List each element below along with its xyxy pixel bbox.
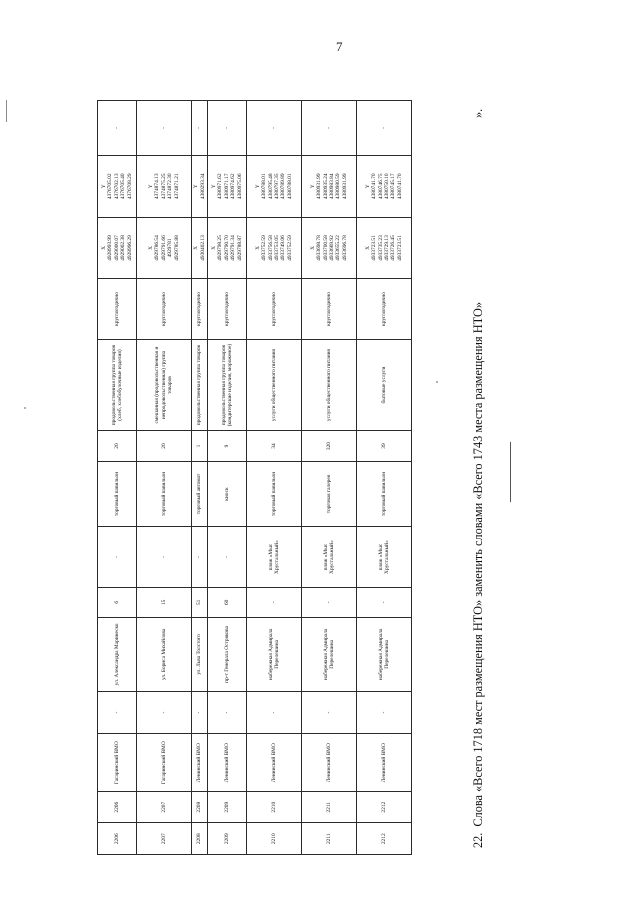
table-row xyxy=(247,101,302,855)
cell-type: киоск xyxy=(208,461,247,527)
cell-street: ул. Александра Маринеско xyxy=(98,617,137,691)
cell-shape: круглогодично xyxy=(137,279,192,339)
cell-location: - xyxy=(192,691,208,733)
table-row xyxy=(357,101,412,855)
cell-id: 2212 xyxy=(357,823,412,855)
cell-coords-x xyxy=(137,217,192,279)
coord-value: 4933749.06 xyxy=(280,235,287,261)
coord-value: X xyxy=(309,246,316,250)
cell-coords-x xyxy=(192,217,208,279)
cell-landmark: - xyxy=(208,527,247,587)
coord-value: 4380971.17 xyxy=(223,173,230,200)
coord-value: 4929781 xyxy=(167,238,174,258)
coord-value: X xyxy=(148,246,155,250)
cell-coords-y xyxy=(137,155,192,217)
cell-extra: - xyxy=(357,101,412,156)
table-row xyxy=(208,101,247,855)
cell-district: Ленинский ВМО xyxy=(208,734,247,792)
coord-value: 4933726.45 xyxy=(390,235,397,261)
coord-value: 4380745.17 xyxy=(390,173,397,200)
cell-coords-x xyxy=(208,217,247,279)
cell-area: 20 xyxy=(137,431,192,461)
coord-value: 4933696.78 xyxy=(341,235,348,261)
coord-value: 4380789.89 xyxy=(280,173,287,200)
cell-shape: круглогодично xyxy=(302,279,357,339)
coord-value: 4928993.99 xyxy=(107,235,114,261)
separator-line xyxy=(510,442,511,502)
cell-coords-y xyxy=(302,155,357,217)
cell-code: 2206 xyxy=(98,791,137,823)
cell-landmark: пляж «Мыс Хрустальный» xyxy=(357,527,412,587)
cell-extra: - xyxy=(208,101,247,156)
cell-area: 20 xyxy=(98,431,137,461)
coord-value: X xyxy=(211,246,218,250)
cell-coords-x xyxy=(302,217,357,279)
nto-table xyxy=(97,100,412,855)
cell-location: - xyxy=(137,691,192,733)
coord-value: 4380741.70 xyxy=(396,173,403,200)
coord-value: 4376702.13 xyxy=(113,173,120,200)
coord-value: 4930402.13 xyxy=(199,235,206,261)
cell-area: 34 xyxy=(247,431,302,461)
cell-specialization: продовольственная группа товаров (кондитерские изделия, мороженое) xyxy=(208,339,247,431)
coord-value: 4933655.22 xyxy=(335,235,342,261)
nto-table-body xyxy=(98,101,412,855)
cell-code: 2209 xyxy=(208,791,247,823)
cell-area: 39 xyxy=(357,431,412,461)
cell-location: - xyxy=(98,691,137,733)
cell-extra: - xyxy=(192,101,208,156)
coord-value: 4374875.25 xyxy=(160,173,167,200)
cell-code: 2211 xyxy=(302,791,357,823)
cell-id: 2210 xyxy=(247,823,302,855)
cell-specialization: продовольственная группа товаров xyxy=(192,339,208,431)
coord-value: X xyxy=(101,246,108,250)
coord-value: 4929798.25 xyxy=(217,235,224,261)
cell-id: 2207 xyxy=(137,823,192,855)
cell-extra: - xyxy=(98,101,137,156)
cell-shape: круглогодично xyxy=(192,279,208,339)
cell-code: 2210 xyxy=(247,791,302,823)
amendment-instruction: Слова «Всего 1718 мест размещения НТО» заменить словами «Всего 1743 места размещения НТО» xyxy=(471,302,485,827)
coord-value: 4380931.99 xyxy=(316,173,323,200)
scan-speck xyxy=(24,407,26,409)
cell-type: торговый павильон xyxy=(137,461,192,527)
cell-area: 320 xyxy=(302,431,357,461)
cell-location: - xyxy=(247,691,302,733)
coord-value: 4929002.38 xyxy=(120,235,127,261)
coord-value: 4380975.06 xyxy=(236,173,243,200)
cell-code: 2212 xyxy=(357,791,412,823)
cell-location: - xyxy=(357,691,412,733)
coord-value: 4380797.35 xyxy=(274,173,280,200)
coord-value: 4929791.66 xyxy=(160,235,167,261)
cell-code: 2208 xyxy=(192,791,208,823)
coord-value: 4933753.05 xyxy=(274,235,280,261)
cell-coords-y xyxy=(192,155,208,217)
cell-area: 9 xyxy=(208,431,247,461)
cell-house: - xyxy=(302,587,357,617)
rotated-table-container xyxy=(97,100,487,855)
coord-value: 4933735.23 xyxy=(377,235,384,261)
cell-type: торговый павильон xyxy=(357,461,412,527)
coord-value: X xyxy=(364,246,371,250)
coord-value: 4380750.10 xyxy=(384,173,390,200)
cell-coords-x xyxy=(357,217,412,279)
coord-value: 4380795.48 xyxy=(267,173,274,200)
cell-house: 6 xyxy=(98,587,137,617)
cell-street: набережная Адмирала Перелешина xyxy=(357,617,412,691)
coord-value: Y xyxy=(211,184,218,189)
cell-coords-x xyxy=(247,217,302,279)
cell-street: пр-т Генерала Острякова xyxy=(208,617,247,691)
cell-landmark: - xyxy=(137,527,192,587)
coord-value: 4933700.58 xyxy=(322,235,329,261)
coord-value: 4380983.84 xyxy=(329,173,335,200)
cell-type: торговая галерея xyxy=(302,461,357,527)
cell-specialization: услуги общественного питания xyxy=(247,339,302,431)
coord-value: 4928996.29 xyxy=(126,235,133,261)
table-row xyxy=(98,101,137,855)
cell-specialization: бытовые услуги xyxy=(357,339,412,431)
coord-value: 4376705.40 xyxy=(120,173,127,200)
cell-location: - xyxy=(302,691,357,733)
coord-value: 4380746.75 xyxy=(377,173,384,200)
cell-shape: круглогодично xyxy=(208,279,247,339)
coord-value: Y xyxy=(254,184,261,189)
coord-value: 4376708.29 xyxy=(126,173,133,200)
cell-street: ул. Бориса Михайлова xyxy=(137,617,192,691)
coord-value: Y xyxy=(148,184,155,189)
cell-district: Ленинский ВМО xyxy=(247,734,302,792)
cell-extra: - xyxy=(137,101,192,156)
cell-specialization: продовольственная группа товаров (хлеб, хлебобулочные изделия) xyxy=(98,339,137,431)
cell-coords-y xyxy=(247,155,302,217)
cell-landmark: пляж «Мыс Хрустальный» xyxy=(302,527,357,587)
cell-id: 2206 xyxy=(98,823,137,855)
cell-street: набережная Адмирала Перелешина xyxy=(247,617,302,691)
cell-code: 2207 xyxy=(137,791,192,823)
cell-landmark: пляж «Мыс Хрустальный» xyxy=(247,527,302,587)
coord-value: 4380293.34 xyxy=(199,173,206,200)
cell-landmark: - xyxy=(192,527,208,587)
coord-value: 4929790.70 xyxy=(223,235,230,261)
coord-value: 4929000.07 xyxy=(113,235,120,261)
cell-landmark: - xyxy=(98,527,137,587)
cell-specialization: услуги общественного питания xyxy=(302,339,357,431)
coord-value: 4380788.01 xyxy=(286,173,293,200)
coord-value: 4933723.51 xyxy=(371,235,378,261)
cell-district: Ленинский ВМО xyxy=(302,734,357,792)
coord-value: 4374871.21 xyxy=(173,173,180,200)
cell-location: - xyxy=(208,691,247,733)
cell-coords-y xyxy=(208,155,247,217)
coord-value: 4933698.78 xyxy=(316,235,323,261)
coord-value: Y xyxy=(309,184,316,189)
coord-value: Y xyxy=(364,184,371,189)
coord-value: Y xyxy=(193,184,200,189)
coord-value: 4380931.99 xyxy=(341,173,348,200)
cell-area: 1 xyxy=(192,431,208,461)
cell-type: торговый павильон xyxy=(247,461,302,527)
cell-shape: круглогодично xyxy=(357,279,412,339)
cell-coords-y xyxy=(357,155,412,217)
cell-coords-y xyxy=(98,155,137,217)
cell-extra: - xyxy=(302,101,357,156)
coord-value: 4380971.62 xyxy=(217,173,224,200)
coord-value: 4929786.54 xyxy=(154,235,161,261)
table-row xyxy=(302,101,357,855)
coord-value: X xyxy=(193,246,200,250)
coord-value: Y xyxy=(101,184,108,189)
coord-value: 4933756.58 xyxy=(267,235,274,261)
cell-house: 60 xyxy=(208,587,247,617)
cell-house: 51 xyxy=(192,587,208,617)
cell-id: 2209 xyxy=(208,823,247,855)
coord-value: 4933669.92 xyxy=(329,235,335,261)
coord-value: 4380788.01 xyxy=(261,173,268,200)
cell-extra: - xyxy=(247,101,302,156)
cell-district: Гагаринский ВМО xyxy=(137,734,192,792)
cell-street: ул. Льва Толстого xyxy=(192,617,208,691)
coord-value: 4380974.62 xyxy=(230,173,237,200)
cell-house: - xyxy=(247,587,302,617)
binding-mark xyxy=(6,100,7,122)
amendment-text xyxy=(471,302,486,848)
cell-house: - xyxy=(357,587,412,617)
coord-value: 4929788.87 xyxy=(236,235,243,261)
coord-value: 4933723.51 xyxy=(396,235,403,261)
cell-coords-x xyxy=(98,217,137,279)
coord-value: 4374874.13 xyxy=(154,173,161,200)
coord-value: 4929791.34 xyxy=(230,235,237,261)
page-number: 7 xyxy=(336,39,343,54)
coord-value: 4933729.13 xyxy=(384,235,390,261)
table-row xyxy=(192,101,208,855)
cell-district: Гагаринский ВМО xyxy=(98,734,137,792)
cell-type: торговый павильон xyxy=(98,461,137,527)
cell-house: 15 xyxy=(137,587,192,617)
cell-type: торговый автомат xyxy=(192,461,208,527)
cell-id: 2208 xyxy=(192,823,208,855)
item-number: 22. xyxy=(471,832,485,848)
cell-shape: круглогодично xyxy=(247,279,302,339)
coord-value: 4380935.24 xyxy=(322,173,329,200)
cell-district: Ленинский ВМО xyxy=(357,734,412,792)
coord-value: 4380980.59 xyxy=(335,173,342,200)
coord-value: X xyxy=(254,246,261,250)
coord-value: 4374872.30 xyxy=(167,173,174,200)
cell-shape: круглогодично xyxy=(98,279,137,339)
cell-district: Ленинский ВМО xyxy=(192,734,208,792)
coord-value: 4929785.88 xyxy=(173,235,180,261)
cell-specialization: смешанная (продовольственная и непродовольственная) группа товаров xyxy=(137,339,192,431)
cell-street: набережная Адмирала Перелешина xyxy=(302,617,357,691)
coord-value: 4376705.02 xyxy=(107,173,114,200)
cell-id: 2211 xyxy=(302,823,357,855)
table-row xyxy=(137,101,192,855)
coord-value: 4933752.59 xyxy=(261,235,268,261)
coord-value: 4933752.59 xyxy=(286,235,293,261)
closing-quote: ». xyxy=(471,108,485,118)
coord-value: 4380741.70 xyxy=(371,173,378,200)
